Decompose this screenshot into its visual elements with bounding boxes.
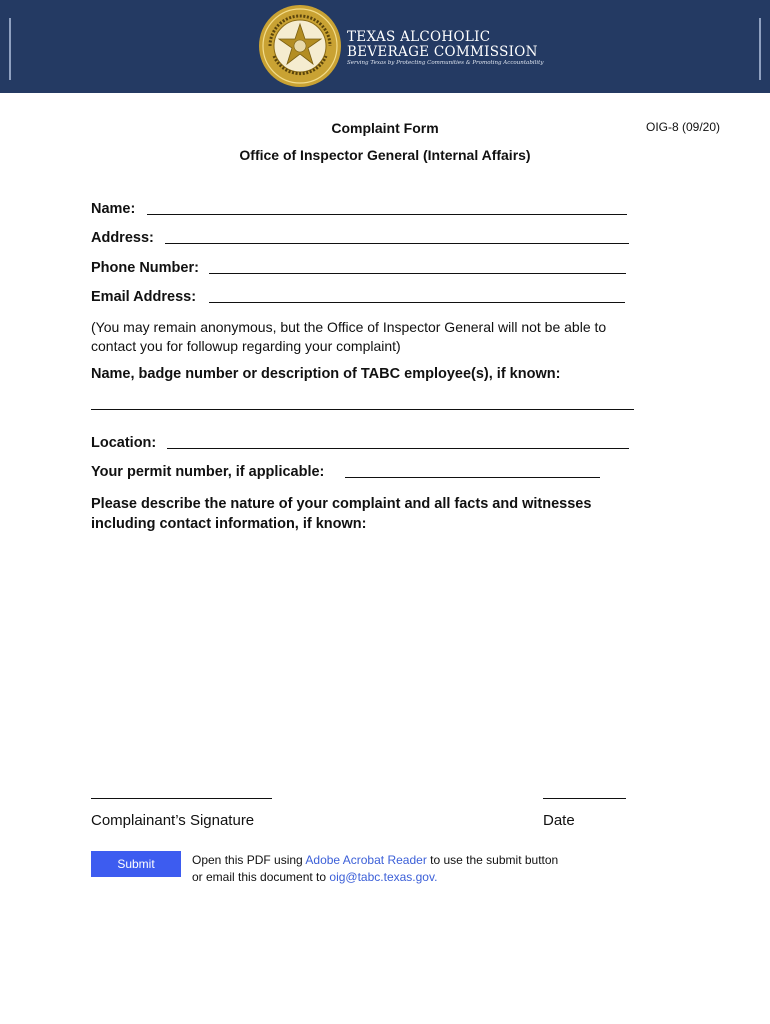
- email-note-prefix: or email this document to: [192, 870, 330, 884]
- name-field[interactable]: [147, 201, 627, 215]
- permit-row: [91, 464, 600, 480]
- anonymous-note-line1: (You may remain anonymous, but the Office of Inspector General will not be able to: [91, 319, 607, 335]
- phone-label: Phone Number:: [91, 260, 199, 276]
- submit-note-middle: to use the submit button: [426, 853, 559, 867]
- header-right-rule: [759, 18, 761, 80]
- agency-name-line1: TEXAS ALCOHOLIC: [347, 29, 491, 45]
- submit-note-prefix: Open this PDF using: [192, 853, 306, 867]
- header-left-rule: [9, 18, 11, 80]
- form-code: OIG-8 (09/20): [646, 120, 721, 134]
- submit-instructions: [192, 852, 558, 886]
- phone-field[interactable]: [209, 260, 626, 274]
- permit-field[interactable]: [345, 464, 600, 478]
- employee-label: Name, badge number or description of TABC employee(s), if known:: [91, 366, 561, 382]
- agency-tagline: Serving Texas by Protecting Communities & Promoting Accountability: [347, 60, 544, 66]
- email-row: [91, 289, 625, 305]
- address-label: Address:: [91, 230, 154, 246]
- address-row: [91, 230, 629, 246]
- address-field[interactable]: [165, 230, 629, 244]
- permit-label: Your permit number, if applicable:: [91, 464, 325, 480]
- employee-row: [91, 396, 634, 412]
- location-field[interactable]: [167, 435, 629, 449]
- submit-instructions-line1: [192, 852, 558, 869]
- anonymous-note: [91, 318, 606, 356]
- signature-line[interactable]: [91, 798, 272, 799]
- complaint-label-line2: including contact information, if known:: [91, 516, 367, 532]
- date-line[interactable]: [543, 798, 626, 799]
- tabc-seal-logo: [258, 4, 342, 88]
- complaint-label: [91, 494, 591, 534]
- header-banner: [0, 0, 770, 93]
- location-label: Location:: [91, 435, 157, 451]
- adobe-reader-link[interactable]: Adobe Acrobat Reader: [305, 853, 427, 867]
- email-link[interactable]: oig@tabc.texas.gov.: [329, 870, 438, 884]
- employee-field[interactable]: [91, 396, 634, 410]
- phone-row: [91, 260, 626, 276]
- signature-label: Complainant’s Signature: [91, 812, 255, 829]
- name-label: Name:: [91, 201, 136, 217]
- agency-name-line2: BEVERAGE COMMISSION: [347, 44, 538, 60]
- name-row: [91, 201, 627, 217]
- complaint-text-area[interactable]: [91, 540, 656, 780]
- form-title: Complaint Form: [331, 120, 439, 136]
- form-subtitle: Office of Inspector General (Internal Affairs): [239, 147, 531, 163]
- email-label: Email Address:: [91, 289, 197, 305]
- submit-button[interactable]: Submit: [91, 851, 181, 877]
- submit-instructions-line2: [192, 869, 558, 886]
- location-row: [91, 435, 629, 451]
- email-field[interactable]: [209, 289, 625, 303]
- date-label: Date: [543, 812, 575, 829]
- complaint-label-line1: Please describe the nature of your complaint and all facts and witnesses: [91, 496, 592, 512]
- anonymous-note-line2: contact you for followup regarding your complaint): [91, 338, 401, 354]
